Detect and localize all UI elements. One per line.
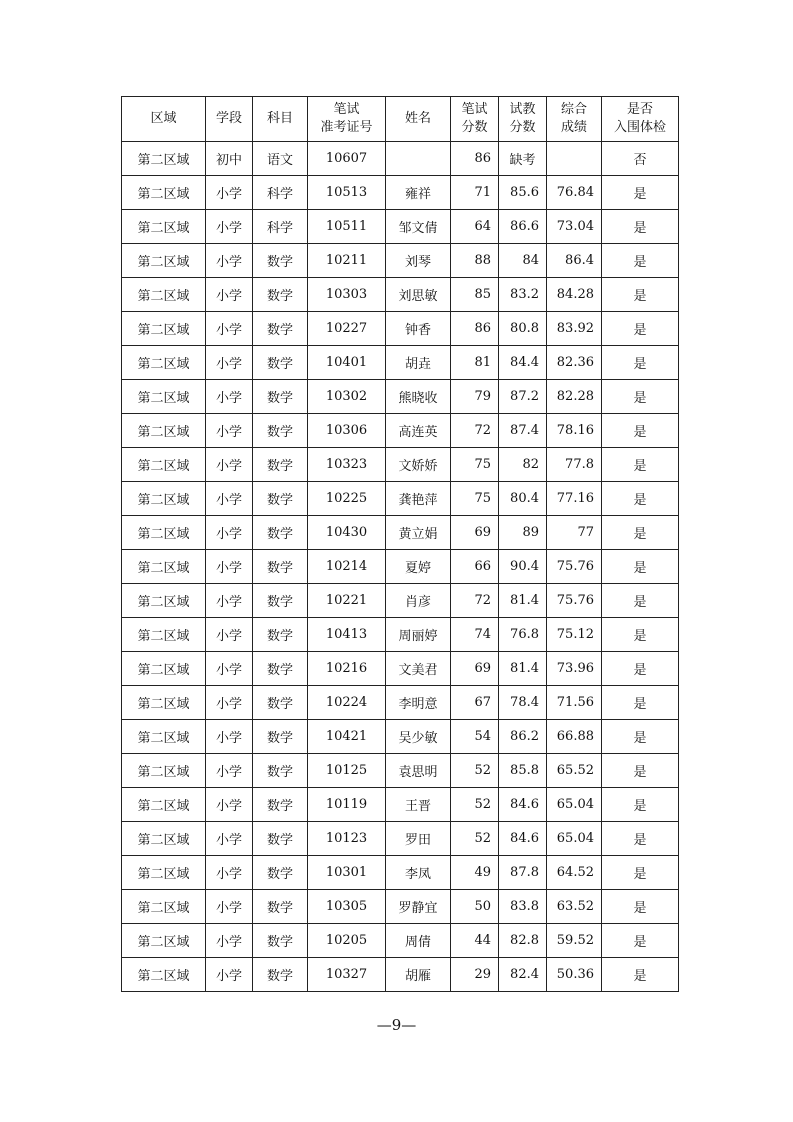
cell-exam-id: 10401 [308,346,386,380]
cell-name: 邹文倩 [386,210,451,244]
cell-written-score: 75 [451,448,499,482]
cell-exam-id: 10205 [308,924,386,958]
cell-total-score: 73.96 [547,652,602,686]
cell-total-score: 65.04 [547,788,602,822]
cell-written-score: 54 [451,720,499,754]
cell-shortlisted: 是 [602,550,679,584]
table-row [122,856,679,890]
cell-exam-id: 10221 [308,584,386,618]
cell-exam-id: 10513 [308,176,386,210]
cell-total-score [547,142,602,176]
cell-stage: 小学 [206,278,253,312]
cell-region: 第二区域 [122,312,206,346]
cell-region: 第二区域 [122,550,206,584]
cell-shortlisted: 是 [602,686,679,720]
table-row [122,890,679,924]
cell-exam-id: 10216 [308,652,386,686]
table-row [122,584,679,618]
table-row [122,448,679,482]
header-line: 科目 [266,111,293,126]
cell-shortlisted: 是 [602,754,679,788]
cell-shortlisted: 是 [602,924,679,958]
cell-stage: 小学 [206,856,253,890]
table-body [122,142,679,992]
table-row [122,958,679,992]
cell-shortlisted: 是 [602,176,679,210]
cell-name: 周丽婷 [386,618,451,652]
cell-shortlisted: 是 [602,448,679,482]
table-row [122,754,679,788]
cell-written-score: 72 [451,414,499,448]
cell-region: 第二区域 [122,618,206,652]
table-row [122,822,679,856]
header-line: 笔试 [333,102,360,117]
cell-subject: 数学 [253,822,308,856]
cell-subject: 数学 [253,856,308,890]
header-teaching-score [499,97,547,142]
cell-subject: 数学 [253,414,308,448]
header-line: 学段 [215,111,242,126]
cell-region: 第二区域 [122,414,206,448]
cell-subject: 科学 [253,176,308,210]
cell-total-score: 78.16 [547,414,602,448]
cell-written-score: 74 [451,618,499,652]
cell-subject: 数学 [253,448,308,482]
cell-name: 刘琴 [386,244,451,278]
cell-written-score: 86 [451,142,499,176]
cell-exam-id: 10225 [308,482,386,516]
cell-teaching-score: 80.8 [499,312,547,346]
header-line: 入围体检 [613,120,666,135]
cell-exam-id: 10303 [308,278,386,312]
cell-subject: 数学 [253,346,308,380]
results-table [121,96,679,992]
cell-written-score: 66 [451,550,499,584]
cell-stage: 小学 [206,788,253,822]
cell-total-score: 73.04 [547,210,602,244]
cell-region: 第二区域 [122,210,206,244]
cell-name: 王晋 [386,788,451,822]
cell-teaching-score: 81.4 [499,652,547,686]
table-row [122,312,679,346]
cell-shortlisted: 是 [602,244,679,278]
cell-region: 第二区域 [122,924,206,958]
cell-written-score: 49 [451,856,499,890]
cell-total-score: 75.12 [547,618,602,652]
cell-total-score: 63.52 [547,890,602,924]
table-header [122,97,679,142]
header-line: 准考证号 [320,120,373,135]
cell-stage: 初中 [206,142,253,176]
cell-name [386,142,451,176]
cell-name: 罗田 [386,822,451,856]
cell-total-score: 65.04 [547,822,602,856]
table-row [122,380,679,414]
cell-region: 第二区域 [122,686,206,720]
cell-total-score: 66.88 [547,720,602,754]
cell-teaching-score: 82 [499,448,547,482]
page-number: —9— [376,1016,417,1034]
cell-written-score: 50 [451,890,499,924]
cell-stage: 小学 [206,482,253,516]
cell-teaching-score: 84.6 [499,822,547,856]
cell-teaching-score: 87.8 [499,856,547,890]
cell-subject: 数学 [253,618,308,652]
cell-teaching-score: 85.8 [499,754,547,788]
header-row [122,97,679,142]
cell-name: 胡雁 [386,958,451,992]
cell-shortlisted: 是 [602,278,679,312]
cell-subject: 数学 [253,924,308,958]
cell-stage: 小学 [206,754,253,788]
cell-written-score: 72 [451,584,499,618]
header-line: 是否 [626,102,653,117]
cell-stage: 小学 [206,346,253,380]
cell-total-score: 50.36 [547,958,602,992]
cell-teaching-score: 84.6 [499,788,547,822]
cell-name: 周倩 [386,924,451,958]
cell-exam-id: 10301 [308,856,386,890]
cell-stage: 小学 [206,584,253,618]
cell-region: 第二区域 [122,754,206,788]
cell-teaching-score: 缺考 [499,142,547,176]
cell-written-score: 69 [451,652,499,686]
cell-teaching-score: 90.4 [499,550,547,584]
header-region [122,97,206,142]
cell-subject: 数学 [253,584,308,618]
cell-name: 龚艳萍 [386,482,451,516]
cell-exam-id: 10421 [308,720,386,754]
cell-stage: 小学 [206,448,253,482]
table-row [122,278,679,312]
cell-name: 钟香 [386,312,451,346]
cell-region: 第二区域 [122,448,206,482]
header-line: 区域 [150,111,177,126]
cell-name: 李明意 [386,686,451,720]
cell-total-score: 84.28 [547,278,602,312]
header-line: 分数 [509,120,536,135]
cell-stage: 小学 [206,380,253,414]
cell-written-score: 64 [451,210,499,244]
cell-teaching-score: 87.2 [499,380,547,414]
cell-shortlisted: 是 [602,618,679,652]
cell-stage: 小学 [206,822,253,856]
cell-exam-id: 10125 [308,754,386,788]
cell-name: 罗静宜 [386,890,451,924]
cell-stage: 小学 [206,652,253,686]
cell-name: 袁思明 [386,754,451,788]
cell-shortlisted: 是 [602,822,679,856]
cell-teaching-score: 83.8 [499,890,547,924]
cell-region: 第二区域 [122,142,206,176]
cell-stage: 小学 [206,720,253,754]
cell-total-score: 59.52 [547,924,602,958]
cell-teaching-score: 80.4 [499,482,547,516]
cell-region: 第二区域 [122,856,206,890]
table-row [122,176,679,210]
cell-exam-id: 10211 [308,244,386,278]
cell-exam-id: 10323 [308,448,386,482]
cell-region: 第二区域 [122,584,206,618]
cell-shortlisted: 是 [602,414,679,448]
cell-total-score: 77 [547,516,602,550]
cell-subject: 数学 [253,652,308,686]
table-row [122,618,679,652]
cell-region: 第二区域 [122,516,206,550]
cell-name: 雍祥 [386,176,451,210]
cell-teaching-score: 86.2 [499,720,547,754]
cell-name: 刘思敏 [386,278,451,312]
cell-name: 李凤 [386,856,451,890]
header-total-score [547,97,602,142]
cell-stage: 小学 [206,550,253,584]
header-name [386,97,451,142]
cell-teaching-score: 83.2 [499,278,547,312]
cell-total-score: 64.52 [547,856,602,890]
table-row [122,516,679,550]
cell-exam-id: 10430 [308,516,386,550]
cell-region: 第二区域 [122,720,206,754]
cell-subject: 数学 [253,278,308,312]
cell-teaching-score: 89 [499,516,547,550]
cell-teaching-score: 87.4 [499,414,547,448]
table-row [122,686,679,720]
cell-shortlisted: 是 [602,584,679,618]
header-line: 综合 [560,102,587,117]
cell-subject: 数学 [253,482,308,516]
header-stage [206,97,253,142]
cell-total-score: 86.4 [547,244,602,278]
cell-teaching-score: 85.6 [499,176,547,210]
cell-subject: 语文 [253,142,308,176]
cell-stage: 小学 [206,924,253,958]
cell-exam-id: 10305 [308,890,386,924]
cell-shortlisted: 是 [602,720,679,754]
cell-written-score: 81 [451,346,499,380]
cell-name: 黄立娟 [386,516,451,550]
table-row [122,652,679,686]
cell-total-score: 65.52 [547,754,602,788]
cell-exam-id: 10306 [308,414,386,448]
cell-written-score: 75 [451,482,499,516]
table-row [122,210,679,244]
cell-teaching-score: 84.4 [499,346,547,380]
cell-stage: 小学 [206,312,253,346]
cell-written-score: 71 [451,176,499,210]
table-row [122,482,679,516]
cell-written-score: 69 [451,516,499,550]
cell-exam-id: 10607 [308,142,386,176]
cell-stage: 小学 [206,244,253,278]
cell-written-score: 88 [451,244,499,278]
cell-shortlisted: 是 [602,788,679,822]
cell-region: 第二区域 [122,244,206,278]
cell-shortlisted: 否 [602,142,679,176]
cell-total-score: 75.76 [547,550,602,584]
cell-subject: 数学 [253,686,308,720]
cell-shortlisted: 是 [602,482,679,516]
cell-total-score: 82.28 [547,380,602,414]
cell-written-score: 79 [451,380,499,414]
cell-region: 第二区域 [122,380,206,414]
cell-stage: 小学 [206,210,253,244]
cell-stage: 小学 [206,686,253,720]
table-row [122,924,679,958]
cell-subject: 数学 [253,550,308,584]
table-row [122,244,679,278]
table-row [122,550,679,584]
cell-region: 第二区域 [122,890,206,924]
cell-written-score: 52 [451,788,499,822]
cell-exam-id: 10224 [308,686,386,720]
cell-shortlisted: 是 [602,312,679,346]
cell-exam-id: 10227 [308,312,386,346]
cell-region: 第二区域 [122,958,206,992]
cell-name: 肖彦 [386,584,451,618]
cell-total-score: 77.8 [547,448,602,482]
cell-exam-id: 10119 [308,788,386,822]
cell-region: 第二区域 [122,482,206,516]
header-line: 姓名 [404,111,431,126]
cell-written-score: 85 [451,278,499,312]
cell-written-score: 86 [451,312,499,346]
header-exam-id [308,97,386,142]
cell-name: 文美君 [386,652,451,686]
cell-subject: 数学 [253,380,308,414]
cell-stage: 小学 [206,516,253,550]
cell-subject: 数学 [253,890,308,924]
cell-exam-id: 10413 [308,618,386,652]
header-subject [253,97,308,142]
cell-shortlisted: 是 [602,380,679,414]
cell-teaching-score: 76.8 [499,618,547,652]
cell-exam-id: 10327 [308,958,386,992]
cell-stage: 小学 [206,958,253,992]
cell-written-score: 29 [451,958,499,992]
cell-region: 第二区域 [122,822,206,856]
cell-teaching-score: 82.4 [499,958,547,992]
cell-name: 胡垚 [386,346,451,380]
cell-total-score: 83.92 [547,312,602,346]
cell-written-score: 52 [451,822,499,856]
cell-stage: 小学 [206,176,253,210]
cell-stage: 小学 [206,890,253,924]
cell-written-score: 44 [451,924,499,958]
cell-subject: 科学 [253,210,308,244]
cell-written-score: 67 [451,686,499,720]
cell-region: 第二区域 [122,652,206,686]
cell-subject: 数学 [253,788,308,822]
cell-shortlisted: 是 [602,652,679,686]
cell-region: 第二区域 [122,346,206,380]
cell-subject: 数学 [253,720,308,754]
cell-shortlisted: 是 [602,346,679,380]
cell-shortlisted: 是 [602,890,679,924]
cell-shortlisted: 是 [602,958,679,992]
cell-exam-id: 10214 [308,550,386,584]
table-row [122,720,679,754]
cell-teaching-score: 84 [499,244,547,278]
cell-region: 第二区域 [122,176,206,210]
cell-teaching-score: 82.8 [499,924,547,958]
cell-name: 夏婷 [386,550,451,584]
cell-teaching-score: 86.6 [499,210,547,244]
header-written-score [451,97,499,142]
cell-total-score: 75.76 [547,584,602,618]
cell-name: 吴少敏 [386,720,451,754]
cell-subject: 数学 [253,958,308,992]
cell-name: 熊晓收 [386,380,451,414]
header-line: 试教 [509,102,536,117]
table-row [122,346,679,380]
cell-stage: 小学 [206,414,253,448]
cell-shortlisted: 是 [602,856,679,890]
header-line: 成绩 [560,120,587,135]
cell-subject: 数学 [253,312,308,346]
header-line: 分数 [461,120,488,135]
cell-subject: 数学 [253,244,308,278]
table-row [122,414,679,448]
header-line: 笔试 [461,102,488,117]
cell-teaching-score: 81.4 [499,584,547,618]
cell-exam-id: 10302 [308,380,386,414]
cell-region: 第二区域 [122,788,206,822]
cell-total-score: 71.56 [547,686,602,720]
cell-name: 高连英 [386,414,451,448]
table-row [122,142,679,176]
cell-region: 第二区域 [122,278,206,312]
cell-exam-id: 10123 [308,822,386,856]
cell-subject: 数学 [253,516,308,550]
cell-written-score: 52 [451,754,499,788]
table-row [122,788,679,822]
header-shortlisted [602,97,679,142]
cell-teaching-score: 78.4 [499,686,547,720]
cell-stage: 小学 [206,618,253,652]
cell-total-score: 82.36 [547,346,602,380]
cell-name: 文娇娇 [386,448,451,482]
cell-subject: 数学 [253,754,308,788]
cell-exam-id: 10511 [308,210,386,244]
cell-total-score: 77.16 [547,482,602,516]
cell-total-score: 76.84 [547,176,602,210]
cell-shortlisted: 是 [602,516,679,550]
cell-shortlisted: 是 [602,210,679,244]
